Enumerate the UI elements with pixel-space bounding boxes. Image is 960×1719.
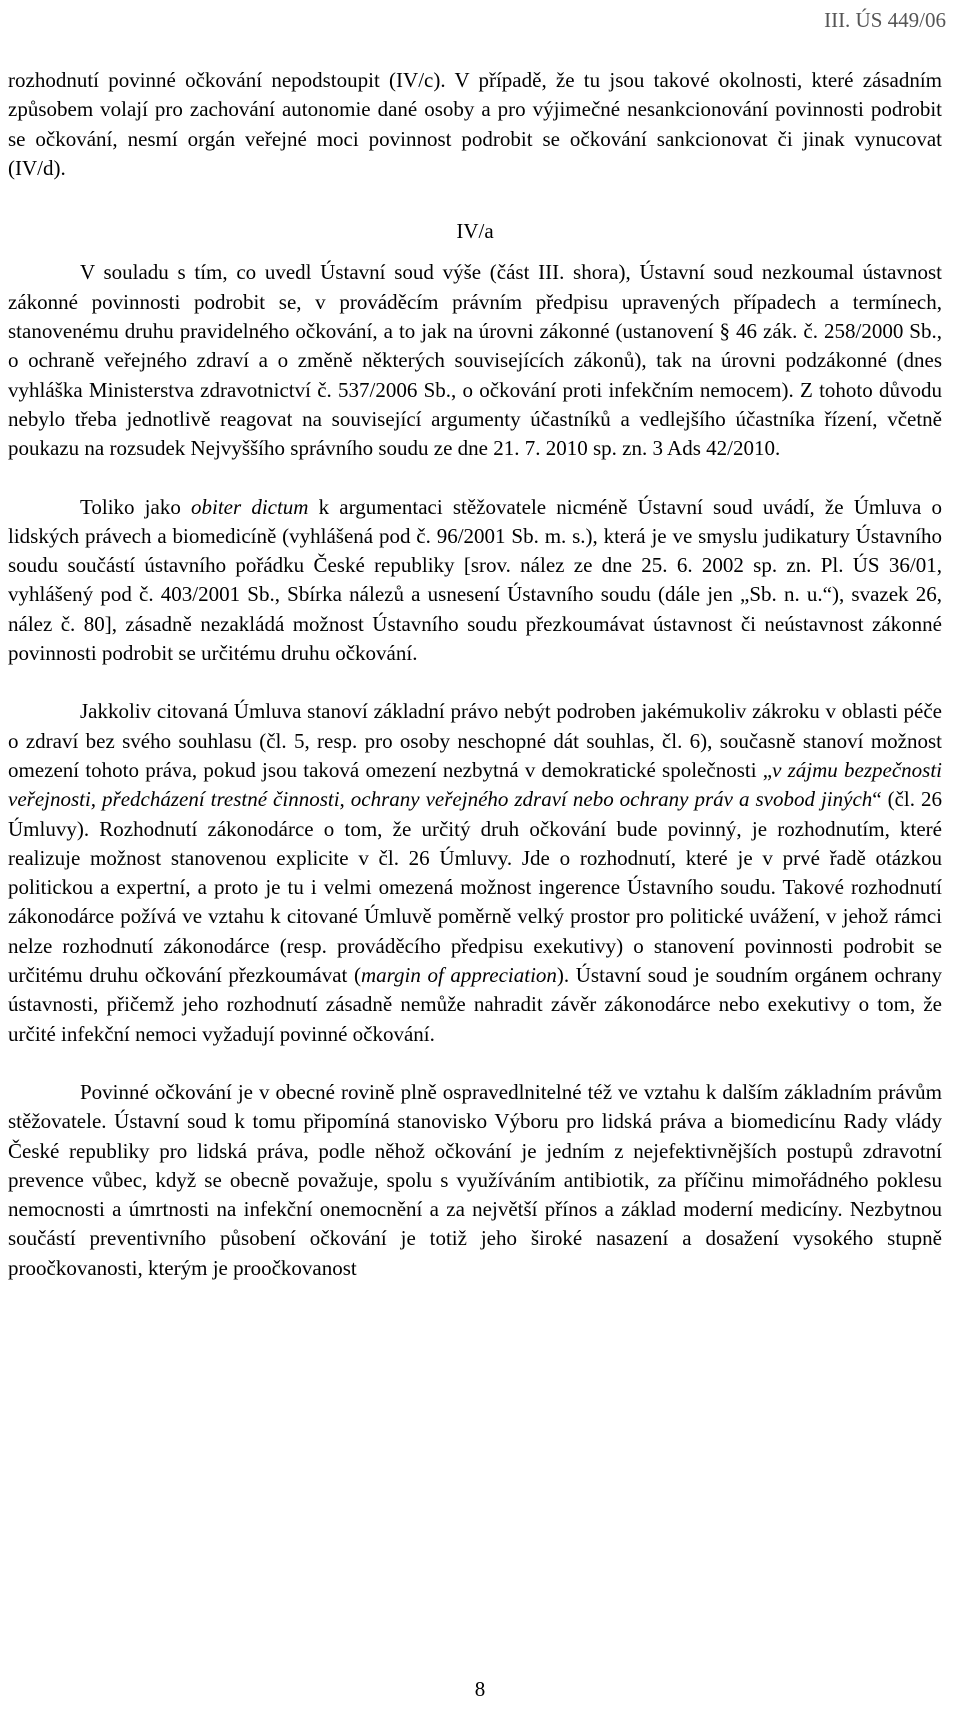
italic-quote: v zájmu bezpečnosti veřejnosti, předcházení trestné činnosti, ochrany veřejného zdraví nebo ochrany práv a svobod jiných bbox=[8, 757, 942, 812]
paragraph-iva-3 bbox=[8, 697, 942, 1049]
paragraph-text: Toliko jako bbox=[80, 494, 191, 519]
paragraph-text: ). Ústavní soud je soudním orgánem ochrany ústavnosti, přičemž jeho rozhodnutí zásadně nemůže nahradit závěr zákonodárce nebo exekutivy o tom, že určité infekční nemoci vyžadují povinné očkování. bbox=[8, 963, 942, 1046]
case-reference: III. ÚS 449/06 bbox=[824, 8, 946, 32]
document-body bbox=[8, 66, 942, 1283]
section-heading: IV/a bbox=[456, 219, 494, 244]
paragraph-iva-4: Povinné očkování je v obecné rovině plně ospravedlnitelné též ve vztahu k dalším základním právům stěžovatele. Ústavní soud k tomu připomíná stanovisko Výboru pro lidská práva a biomedicínu Rady vlády České republiky pro lidská práva, podle něhož očkování je jedním z nejefektivnějších postupů zdravotní prevence vůbec, když se obecně považuje, spolu s využíváním antibiotik, za příčinu mimořádného poklesu nemocnosti a úmrtnosti na infekční onemocnění a za největší přínos a základ moderní medicíny. Nezbytnou součástí preventivního působení očkování je totiž jeho široké nasazení a dosažení vysokého stupně proočkovanosti, kterým je proočkovanost bbox=[8, 1079, 942, 1280]
paragraph-text: k argumentaci stěžovatele nicméně Ústavní soud uvádí, že Úmluva o lidských právech a biomedicíně (vyhlášená pod č. 96/2001 Sb. m. s.), která je ve smyslu judikatury Ústavního soudu součástí ústavního pořádku České republiky [srov. nález ze dne 25. 6. 2002 sp. zn. Pl. ÚS 36/01, vyhlášený pod č. 403/2001 Sb., Sbírka nálezů a usnesení Ústavního soudu (dále jen „Sb. n. u.“), svazek 26, nález č. 80], zásadně nezakládá možnost Ústavního soudu přezkoumávat ústavnost či neústavnost zákonné povinnosti podrobit se určitému druhu očkování. bbox=[8, 494, 943, 666]
italic-phrase: obiter dictum bbox=[191, 494, 309, 519]
paragraph-text: “ (čl. 26 Úmluvy). Rozhodnutí zákonodárce o tom, že určitý druh očkování bude povinný, je rozhodnutím, které realizuje možnost stanovenou explicite v čl. 26 Úmluvy. Jde o rozhodnutí, které je v prvé řadě otázkou politickou a expertní, a proto je tu i velmi omezená možnost ingerence Ústavního soudu. Takové rozhodnutí zákonodárce požívá ve vztahu k citované Úmluvě poměrně velký prostor pro politické uvážení, v jehož rámci nelze rozhodnutí zákonodárce (resp. prováděcího předpisu exekutivy) o stanovení povinnosti podrobit se určitému druhu očkování přezkoumávat ( bbox=[8, 787, 942, 988]
page-number: 8 bbox=[474, 1677, 486, 1701]
paragraph-top: rozhodnutí povinné očkování nepodstoupit (IV/c). V případě, že tu jsou takové okolnosti, které zásadním způsobem volají pro zachování autonomie dané osoby a pro výjimečné nesankcionování povinnosti podrobit se očkování, nesmí orgán veřejné moci povinnost podrobit se očkování sankcionovat či jinak vynucovat (IV/d). bbox=[8, 68, 942, 180]
paragraph-text: Jakkoliv citovaná Úmluva stanoví základní právo nebýt podroben jakémukoliv zákroku v oblasti péče o zdraví bez svého souhlasu (čl. 5, resp. pro osoby neschopné dát souhlas, čl. 6), současně stanoví možnost omezení tohoto práva, pokud jsou taková omezení nezbytná v demokratické společnosti „ bbox=[8, 699, 942, 782]
paragraph-iva-1: V souladu s tím, co uvedl Ústavní soud výše (část III. shora), Ústavní soud nezkoumal ústavnost zákonné povinnosti podrobit se, v prováděcím právním předpisu upravených případech a termínech, stanovenému druhu pravidelného očkování, a to jak na úrovni zákonné (ustanovení § 46 zák. č. 258/2000 Sb., o ochraně veřejného zdraví a o změně některých souvisejících zákonů), tak na úrovni podzákonné (dnes vyhláška Ministerstva zdravotnictví č. 537/2006 Sb., o očkování proti infekčním nemocem). Z tohoto důvodu nebylo třeba jednotlivě reagovat na související argumenty účastníků a vedlejšího účastníka řízení, včetně poukazu na rozsudek Nejvyššího správního soudu ze dne 21. 7. 2010 sp. zn. 3 Ads 42/2010. bbox=[8, 260, 942, 461]
paragraph-iva-2 bbox=[8, 493, 942, 669]
italic-phrase: margin of appreciation bbox=[360, 963, 557, 988]
